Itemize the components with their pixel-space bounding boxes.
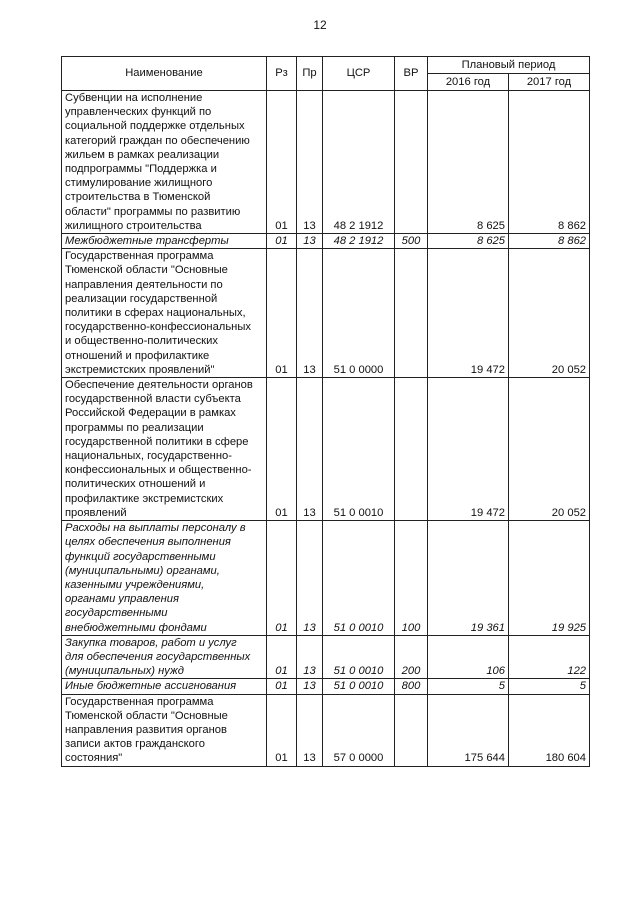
row-2017-amount bbox=[509, 249, 590, 378]
row-name bbox=[62, 249, 267, 378]
header-year-2016: 2016 год bbox=[428, 74, 509, 91]
row-vr-text: 100 bbox=[401, 621, 421, 634]
table-row bbox=[62, 234, 590, 249]
row-2017-amount bbox=[509, 635, 590, 679]
row-name-text: Государственная программа Тюменской области "Основные направления деятельности по реализации государственной политики в сферах национальных, государственно-конфессиональных и общественно-политических отношений и профилактике экстремистских проявлений" bbox=[65, 250, 251, 376]
row-csr-text: 48 2 1912 bbox=[333, 235, 384, 248]
row-rz-text: 01 bbox=[275, 752, 288, 765]
row-2016-amount-text: 19 472 bbox=[470, 363, 505, 376]
table-row bbox=[62, 679, 590, 694]
row-2016-amount bbox=[428, 679, 509, 694]
row-2017-amount bbox=[509, 694, 590, 766]
table-row bbox=[62, 635, 590, 679]
row-csr-text: 51 0 0010 bbox=[333, 621, 384, 634]
row-2017-amount-text: 20 052 bbox=[551, 363, 587, 376]
row-rz bbox=[267, 91, 297, 234]
header-csr: ЦСР bbox=[323, 57, 395, 91]
row-csr bbox=[323, 234, 395, 249]
row-name bbox=[62, 378, 267, 521]
page-number: 12 bbox=[313, 18, 327, 32]
row-2017-amount-text: 5 bbox=[579, 680, 587, 693]
row-rz bbox=[267, 249, 297, 378]
row-2017-amount-text: 8 862 bbox=[558, 235, 587, 248]
row-2016-amount-text: 19 361 bbox=[470, 621, 505, 634]
row-2017-amount-text: 180 604 bbox=[545, 752, 587, 765]
row-pr bbox=[297, 679, 323, 694]
row-2016-amount bbox=[428, 635, 509, 679]
row-csr bbox=[323, 91, 395, 234]
row-rz bbox=[267, 234, 297, 249]
row-csr-text: 51 0 0010 bbox=[333, 506, 384, 519]
row-rz-text: 01 bbox=[275, 506, 288, 519]
row-name-text: Иные бюджетные ассигнования bbox=[65, 680, 237, 693]
table-row bbox=[62, 249, 590, 378]
row-pr-text: 13 bbox=[303, 752, 316, 765]
row-name bbox=[62, 91, 267, 234]
row-2017-amount bbox=[509, 91, 590, 234]
row-2016-amount bbox=[428, 378, 509, 521]
row-name-text: Расходы на выплаты персоналу в целях обеспечения выполнения функций государственными (муниципальными) органами, казенными учреждениями, органами управления государственными внебюджетными фондами bbox=[65, 522, 246, 634]
row-rz-text: 01 bbox=[275, 363, 288, 376]
row-2016-amount-text: 8 625 bbox=[477, 219, 505, 232]
row-vr bbox=[395, 249, 428, 378]
row-2017-amount-text: 20 052 bbox=[551, 506, 587, 519]
header-vr: ВР bbox=[395, 57, 428, 91]
row-2017-amount bbox=[509, 234, 590, 249]
row-csr-text: 51 0 0010 bbox=[333, 665, 384, 678]
row-csr bbox=[323, 694, 395, 766]
row-2017-amount-text: 8 862 bbox=[558, 219, 587, 232]
row-rz bbox=[267, 378, 297, 521]
row-pr-text: 13 bbox=[303, 621, 316, 634]
row-pr bbox=[297, 694, 323, 766]
row-csr-text: 48 2 1912 bbox=[333, 219, 384, 232]
row-csr bbox=[323, 679, 395, 694]
row-name-text: Обеспечение деятельности органов государственной власти субъекта Российской Федерации в рамках программы по реализации государственной политики в сфере национальных, государственно- конфессиональных и общественно- политических отношений и профилактике экстремистских проявлений bbox=[65, 379, 253, 519]
row-pr bbox=[297, 91, 323, 234]
table-body bbox=[62, 91, 590, 767]
row-rz-text: 01 bbox=[275, 235, 288, 248]
row-vr-text: 800 bbox=[401, 680, 421, 693]
row-csr-text: 57 0 0000 bbox=[333, 752, 384, 765]
row-vr bbox=[395, 679, 428, 694]
row-rz bbox=[267, 635, 297, 679]
header-rz: Рз bbox=[267, 57, 297, 91]
row-pr bbox=[297, 378, 323, 521]
row-vr bbox=[395, 694, 428, 766]
row-rz bbox=[267, 679, 297, 694]
row-2017-amount-text: 122 bbox=[567, 665, 587, 678]
row-name bbox=[62, 635, 267, 679]
row-pr-text: 13 bbox=[303, 363, 316, 376]
row-pr-text: 13 bbox=[303, 665, 316, 678]
row-vr-text: 500 bbox=[401, 235, 421, 248]
row-2016-amount-text: 106 bbox=[486, 665, 505, 678]
table-row bbox=[62, 378, 590, 521]
header-pr: Пр bbox=[297, 57, 323, 91]
row-rz-text: 01 bbox=[275, 621, 288, 634]
row-2016-amount bbox=[428, 249, 509, 378]
row-pr-text: 13 bbox=[303, 680, 316, 693]
row-name bbox=[62, 234, 267, 249]
row-vr-text: 200 bbox=[401, 665, 421, 678]
row-vr bbox=[395, 521, 428, 636]
row-pr bbox=[297, 249, 323, 378]
row-name bbox=[62, 521, 267, 636]
row-2016-amount bbox=[428, 234, 509, 249]
row-name-text: Закупка товаров, работ и услуг для обеспечения государственных (муниципальных) нужд bbox=[65, 636, 251, 678]
row-rz bbox=[267, 694, 297, 766]
table-row bbox=[62, 91, 590, 234]
table-row bbox=[62, 694, 590, 766]
row-2016-amount-text: 5 bbox=[498, 680, 505, 693]
row-name-text: Межбюджетные трансферты bbox=[65, 235, 229, 248]
row-2016-amount-text: 175 644 bbox=[464, 752, 505, 765]
row-2016-amount-text: 19 472 bbox=[470, 506, 505, 519]
header-year-2017: 2017 год bbox=[509, 74, 590, 91]
row-rz-text: 01 bbox=[275, 680, 288, 693]
row-2017-amount bbox=[509, 378, 590, 521]
row-vr bbox=[395, 378, 428, 521]
row-vr bbox=[395, 635, 428, 679]
table-row bbox=[62, 521, 590, 636]
budget-table bbox=[61, 56, 590, 767]
row-pr-text: 13 bbox=[303, 219, 316, 232]
row-pr bbox=[297, 521, 323, 636]
row-name-text: Субвенции на исполнение управленческих функций по социальной поддержке отдельных категорий граждан по обеспечению жильем в рамках реализации подпрограммы "Поддержка и стимулирование жилищного строительства в Тюменской области" программы по развитию жилищного строительства bbox=[65, 92, 250, 232]
row-2017-amount bbox=[509, 679, 590, 694]
row-2017-amount bbox=[509, 521, 590, 636]
row-vr bbox=[395, 91, 428, 234]
row-csr bbox=[323, 378, 395, 521]
row-2017-amount-text: 19 925 bbox=[551, 621, 587, 634]
row-csr-text: 51 0 0010 bbox=[333, 680, 384, 693]
row-rz-text: 01 bbox=[275, 665, 288, 678]
row-pr-text: 13 bbox=[303, 506, 316, 519]
row-pr bbox=[297, 234, 323, 249]
row-rz-text: 01 bbox=[275, 219, 288, 232]
row-csr-text: 51 0 0000 bbox=[333, 363, 384, 376]
row-csr bbox=[323, 249, 395, 378]
row-name-text: Государственная программа Тюменской области "Основные направления развития органов записи актов гражданского состояния" bbox=[65, 695, 228, 765]
row-2016-amount-text: 8 625 bbox=[477, 235, 505, 248]
row-vr bbox=[395, 234, 428, 249]
header-name: Наименование bbox=[62, 57, 267, 91]
header-planning-period: Плановый период bbox=[428, 57, 590, 74]
row-pr bbox=[297, 635, 323, 679]
row-rz bbox=[267, 521, 297, 636]
row-name bbox=[62, 694, 267, 766]
row-2016-amount bbox=[428, 694, 509, 766]
row-2016-amount bbox=[428, 91, 509, 234]
row-csr bbox=[323, 521, 395, 636]
row-pr-text: 13 bbox=[303, 235, 316, 248]
row-2016-amount bbox=[428, 521, 509, 636]
row-name bbox=[62, 679, 267, 694]
row-csr bbox=[323, 635, 395, 679]
